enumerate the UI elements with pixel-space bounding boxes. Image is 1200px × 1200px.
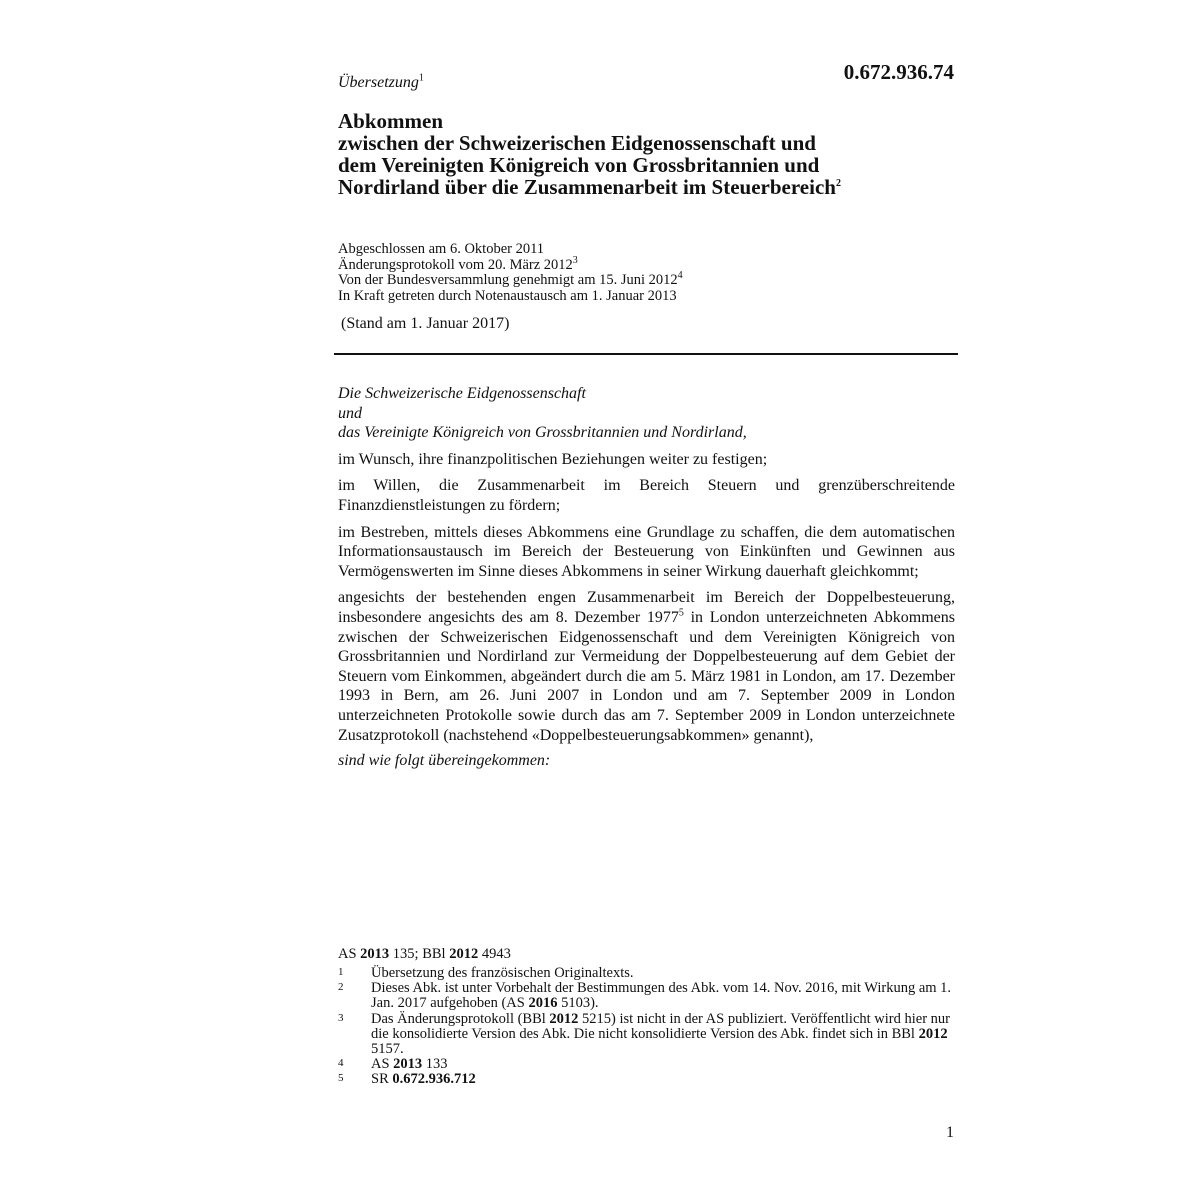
- footnotes: [338, 966, 958, 1088]
- document-title: [338, 110, 958, 198]
- meta-approved: [338, 270, 958, 289]
- translation-label: [338, 74, 424, 92]
- header-divider: [334, 353, 958, 355]
- document-meta: [338, 242, 958, 304]
- title-line-4-text: Nordirland über die Zusammenarbeit im Steuerbereich: [338, 175, 836, 199]
- meta-protocol-text: Änderungsprotokoll vom 20. März 2012: [338, 256, 573, 273]
- agreement-clause: sind wie folgt übereingekommen:: [338, 752, 551, 770]
- footnote-2: [338, 981, 958, 1011]
- preamble-paragraph-2: im Willen, die Zusammenarbeit im Bereich Steuern und grenzüberschreitende Finanzdienstleistungen zu fördern;: [338, 477, 955, 514]
- footnote-text: [371, 1072, 958, 1087]
- sr-number: 0.672.936.74: [843, 60, 954, 84]
- footnote-text: Übersetzung des französischen Originaltexts.: [371, 965, 634, 981]
- footnote-bold-year: 2012: [918, 1025, 948, 1042]
- as-label: AS: [338, 946, 361, 962]
- footnote-bold-year: 2012: [549, 1010, 579, 1027]
- preamble-paragraph-4-b: in London unterzeichneten Abkommens zwischen der Schweizerischen Eidgenossenschaft und dem Vereinigten Königreich von Grossbritannien und Nordirland zur Vermeidung der Doppelbesteuerung auf dem Gebiet der Steuern vom Einkommen, abgeändert durch die am 5. März 1981 in London, am 17. Dezember 1993 in Bern, am 26. Juni 2007 in London und am 7. September 2009 in London unterzeichneten Protokolle sowie durch das am 7. September 2009 in London unterzeichnete Zusatzprotokoll (nachstehend «Doppelbesteuerungsabkommen» genannt),: [338, 608, 955, 744]
- footnote-ref-1[interactable]: 1: [418, 72, 424, 84]
- footnote-number: 2: [338, 981, 344, 994]
- footnote-ref-5[interactable]: 5: [678, 607, 684, 619]
- title-line-2: zwischen der Schweizerischen Eidgenossenschaft und: [338, 131, 816, 155]
- meta-approved-text: Von der Bundesversammlung genehmigt am 15. Juni 2012: [338, 272, 678, 288]
- footnote-3: [338, 1012, 958, 1058]
- contracting-parties: [338, 384, 955, 443]
- footnote-ref-3[interactable]: 3: [572, 254, 578, 266]
- title-line-4: [338, 176, 958, 198]
- official-collection-reference: [338, 946, 511, 963]
- bbl-year: 2012: [449, 946, 479, 962]
- footnote-4: [338, 1057, 958, 1072]
- footnote-bold-year: 2013: [393, 1056, 423, 1073]
- as-page: 135; BBl: [389, 946, 450, 962]
- footnote-number: 4: [338, 1057, 344, 1070]
- footnote-ref-4[interactable]: 4: [677, 270, 683, 282]
- page-number: 1: [946, 1124, 954, 1141]
- footnote-text-part: 5215) ist nicht in der AS publiziert. Veröffentlicht wird hier nur die konsolidierte Version des Abk. Die nicht konsolidierte Version des Abk. findet sich in BBl: [371, 1010, 950, 1042]
- meta-protocol: [338, 254, 958, 274]
- footnote-text: [371, 1012, 958, 1058]
- as-year: 2013: [360, 946, 390, 962]
- meta-concluded: Abgeschlossen am 6. Oktober 2011: [338, 241, 545, 257]
- footnote-1: [338, 966, 958, 981]
- party-united-kingdom: das Vereinigte Königreich von Grossbritannien und Nordirland,: [338, 424, 747, 442]
- footnote-bold-year: 2016: [528, 995, 558, 1012]
- title-line-3: dem Vereinigten Königreich von Grossbritannien und: [338, 153, 820, 177]
- footnote-ref-2[interactable]: 2: [835, 178, 841, 189]
- footnote-number: 3: [338, 1011, 344, 1024]
- preamble-paragraph-4: [338, 588, 955, 745]
- footnote-5: [338, 1072, 958, 1087]
- footnote-text-part: AS: [371, 1056, 394, 1073]
- footnote-text-part: 5103).: [557, 995, 599, 1012]
- status-date: (Stand am 1. Januar 2017): [341, 315, 510, 332]
- preamble: [338, 384, 955, 771]
- footnote-text: [371, 981, 958, 1011]
- translation-label-text: Übersetzung: [338, 74, 419, 91]
- party-switzerland: Die Schweizerische Eidgenossenschaft: [338, 385, 586, 402]
- preamble-paragraph-4-a: angesichts der bestehenden engen Zusammenarbeit im Bereich der Doppelbesteuerung, insbesondere angesichts des am 8. Dezember 1977: [338, 589, 955, 626]
- bbl-page: 4943: [478, 946, 511, 962]
- footnote-number: 1: [338, 966, 344, 978]
- footnote-text-part: Dieses Abk. ist unter Vorbehalt der Bestimmungen des Abk. vom 14. Nov. 2016, mit Wirkung am 1. Jan. 2017 aufgehoben (AS: [371, 980, 952, 1012]
- footnote-number: 5: [338, 1072, 344, 1085]
- title-line-1: Abkommen: [338, 109, 444, 133]
- preamble-paragraph-1: im Wunsch, ihre finanzpolitischen Beziehungen weiter zu festigen;: [338, 450, 768, 468]
- footnote-text-part: Das Änderungsprotokoll (BBl: [371, 1010, 550, 1027]
- footnote-text-part: 133: [422, 1056, 448, 1073]
- party-conjunction: und: [338, 404, 362, 422]
- footnote-text-part: 5157.: [371, 1041, 404, 1058]
- meta-in-force: In Kraft getreten durch Notenaustausch am 1. Januar 2013: [338, 287, 677, 304]
- footnote-text: [371, 1057, 958, 1072]
- footnote-sr-number: 0.672.936.712: [392, 1071, 476, 1088]
- preamble-paragraph-3: im Bestreben, mittels dieses Abkommens eine Grundlage zu schaffen, die dem automatischen Informationsaustausch im Bereich der Besteuerung von Einkünften und Gewinnen aus Vermögenswerten im Sinne dieses Abkommens in seiner Wirkung dauerhaft gleichkommt;: [338, 523, 955, 580]
- footnote-text-part: SR: [371, 1071, 393, 1088]
